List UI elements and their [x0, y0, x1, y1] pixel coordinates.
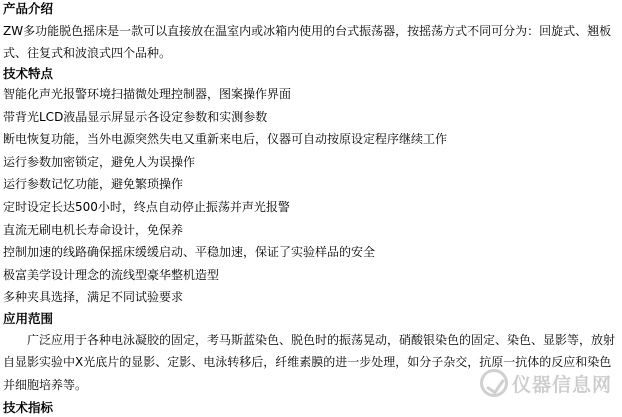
feature-item: 直流无刷电机长寿命设计，免保养: [3, 222, 184, 237]
features-list: [3, 83, 619, 309]
feature-item: 智能化声光报警环境扫描微处理控制器，图案操作界面: [3, 87, 292, 101]
product-document: [3, 0, 619, 416]
feature-item: 极富美学设计理念的流线型豪华整机造型: [3, 267, 220, 282]
application-heading: 应用范围: [3, 310, 54, 326]
checkmark-circle-logo-icon: [480, 369, 508, 397]
intro-paragraph: ZW多功能脱色摇床是一款可以直接放在温室内或冰箱内使用的台式振荡器，按摇荡方式不同可分为：回旋式、翘板式、往复式和波浪式四个品种。: [3, 24, 612, 60]
feature-item: 多种夹具选择，满足不同试验要求: [3, 290, 184, 305]
specs-heading: 技术指标: [3, 400, 54, 416]
feature-item: 控制加速的线路确保摇床缓缓启动、平稳加速，保证了实验样品的安全: [3, 245, 376, 260]
site-watermark: [480, 369, 612, 397]
feature-item: 运行参数记忆功能，避免繁琐操作: [3, 177, 184, 192]
intro-heading: 产品介绍: [3, 1, 54, 16]
feature-item: 运行参数加密锁定，避免人为误操作: [3, 154, 196, 169]
feature-item: 定时设定长达500小时，终点自动停止振荡并声光报警: [3, 199, 290, 214]
application-paragraph: 广泛应用于各种电泳凝胶的固定，考马斯蓝染色、脱色时的振荡晃动，硝酸银染色的固定、染色、显影等，放射自显影实验中X光底片的显影、定影、电泳转移后，纤维素膜的进一步处理，如分子杂交，抗原一抗体的反应和染色并细胞培养等。: [3, 332, 616, 392]
feature-item: 带背光LCD液晶显示屏显示各设定参数和实测参数: [3, 109, 268, 124]
feature-item: 断电恢复功能，当外电源突然失电又重新来电后，仪器可自动按原设定程序继续工作: [3, 132, 448, 147]
features-heading: 技术特点: [3, 66, 54, 81]
watermark-text: 仪器信息网: [511, 373, 612, 396]
